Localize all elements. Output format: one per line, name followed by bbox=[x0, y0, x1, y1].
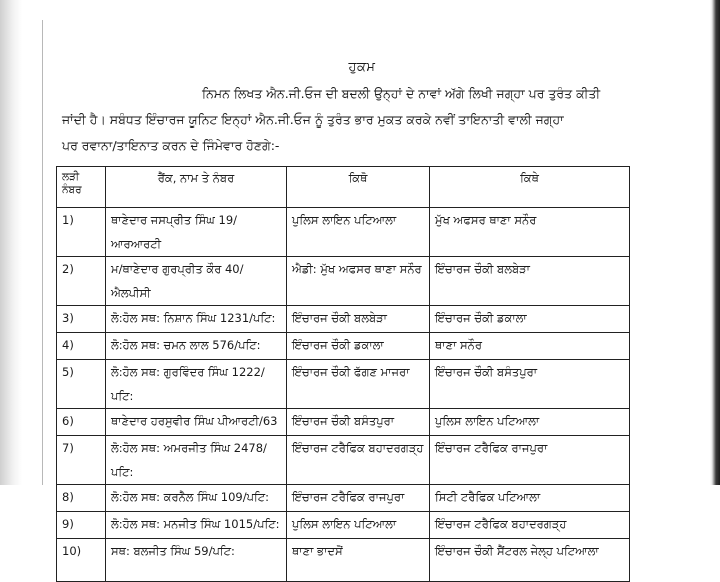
from-location: ਐਡੀ: ਮੁੱਖ ਅਫਸਰ ਥਾਣਾ ਸਨੌਰ bbox=[287, 257, 430, 306]
header-rank-name-number: ਰੈਂਕ, ਨਾਮ ਤੇ ਨੰਬਰ bbox=[106, 167, 287, 208]
rank-name-number: ਲੋ:ਹੋਲ ਸਥ: ਮਨਜੀਤ ਸਿੰਘ 1015/ਪਟਿ: bbox=[106, 512, 287, 539]
paragraph-line-1: ਨਿਮਨ ਲਿਖਤ ਐਨ.ਜੀ.ਓਜ ਦੀ ਬਦਲੀ ਉਨ੍ਹਾਂ ਦੇ ਨਾਵਾਂ ਅੱਗੇ ਲਿਖੀ ਜਗ੍ਹਾ ਪਰ ਤੁਰੰਤ ਕੀਤੀ bbox=[202, 86, 601, 101]
serial-number: 7) bbox=[57, 436, 106, 485]
to-location: ਇੰਚਾਰਜ ਚੌਕੀ ਬਸੰਤਪੁਰਾ bbox=[430, 360, 630, 409]
table-row bbox=[57, 257, 630, 306]
to-location: ਇੰਚਾਰਜ ਟਰੈਫਿਕ ਬਹਾਦਰਗੜ੍ਹ bbox=[430, 512, 630, 539]
to-location: ਮੁੱਖ ਅਫਸਰ ਥਾਣਾ ਸਨੌਰ bbox=[430, 208, 630, 257]
paragraph-line-3: ਪਰ ਰਵਾਨਾ/ਤਾਇਨਾਤ ਕਰਨ ਦੇ ਜਿੰਮੇਵਾਰ ਹੋਣਗੇ:- bbox=[62, 138, 280, 153]
order-heading: ਹੁਕਮ bbox=[348, 60, 376, 75]
header-to: ਕਿਥੇ bbox=[430, 167, 630, 208]
table-row bbox=[57, 485, 630, 512]
serial-number: 2) bbox=[57, 257, 106, 306]
from-location: ਇੰਚਾਰਜ ਚੌਕੀ ਬਲਬੇੜਾ bbox=[287, 306, 430, 333]
serial-number: 6) bbox=[57, 409, 106, 436]
serial-number: 10) bbox=[57, 539, 106, 582]
serial-number: 4) bbox=[57, 333, 106, 360]
from-location: ਇੰਚਾਰਜ ਚੌਕੀ ਬਸੰਤਪੁਰਾ bbox=[287, 409, 430, 436]
to-location: ਇੰਚਾਰਜ ਚੌਕੀ ਡਕਾਲਾ bbox=[430, 306, 630, 333]
to-location: ਥਾਣਾ ਸਨੌਰ bbox=[430, 333, 630, 360]
to-location: ਇੰਚਾਰਜ ਟਰੈਫਿਕ ਰਾਜਪੁਰਾ bbox=[430, 436, 630, 485]
from-location: ਇੰਚਾਰਜ ਟਰੈਫਿਕ ਬਹਾਦਰਗੜ੍ਹ bbox=[287, 436, 430, 485]
paragraph-line-2: ਜਾਂਦੀ ਹੈ। ਸਬੰਧਤ ਇੰਚਾਰਜ ਯੂਨਿਟ ਇਨ੍ਹਾਂ ਐਨ.ਜੀ.ਓਜ ਨੂੰ ਤੁਰੰਤ ਭਾਰ ਮੁਕਤ ਕਰਕੇ ਨਵੀਂ ਤਾਇਨਾਤੀ ਵਾਲੀ ਜਗ੍ਹਾ bbox=[62, 112, 564, 127]
from-location: ਥਾਣਾ ਭਾਦਸੋਂ bbox=[287, 539, 430, 582]
from-location: ਪੁਲਿਸ ਲਾਇਨ ਪਟਿਆਲਾ bbox=[287, 512, 430, 539]
transfer-table bbox=[56, 166, 630, 582]
rank-name-number: ਸਥ: ਬਲਜੀਤ ਸਿੰਘ 59/ਪਟਿ: bbox=[106, 539, 287, 582]
header-serial-number: ਲੜੀ ਨੰਬਰ bbox=[57, 167, 106, 208]
scan-shadow-right bbox=[710, 0, 720, 485]
rank-name-number: ਲੋ:ਹੋਲ ਸਥ: ਅਮਰਜੀਤ ਸਿੰਘ 2478/ਪਟਿ: bbox=[106, 436, 287, 485]
rank-name-number: ਲੋ:ਹੋਲ ਸਥ: ਨਿਸ਼ਾਨ ਸਿੰਘ 1231/ਪਟਿ: bbox=[106, 306, 287, 333]
from-location: ਇੰਚਾਰਜ ਚੌਕੀ ਫੱਗਣ ਮਾਜਰਾ bbox=[287, 360, 430, 409]
serial-number: 9) bbox=[57, 512, 106, 539]
rank-name-number: ਥਾਣੇਦਾਰ ਜਸਪ੍ਰੀਤ ਸਿੰਘ 19/ਆਰਆਰਟੀ bbox=[106, 208, 287, 257]
to-location: ਪੁਲਿਸ ਲਾਇਨ ਪਟਿਆਲਾ bbox=[430, 409, 630, 436]
rank-name-number: ਥਾਣੇਦਾਰ ਹਰਸੁਵੀਰ ਸਿੰਘ ਪੀਆਰਟੀ/63 bbox=[106, 409, 287, 436]
table-row bbox=[57, 306, 630, 333]
serial-number: 3) bbox=[57, 306, 106, 333]
serial-number: 8) bbox=[57, 485, 106, 512]
from-location: ਇੰਚਾਰਜ ਚੌਕੀ ਡਕਾਲਾ bbox=[287, 333, 430, 360]
from-location: ਪੁਲਿਸ ਲਾਇਨ ਪਟਿਆਲਾ bbox=[287, 208, 430, 257]
rank-name-number: ਲੋ:ਹੋਲ ਸਥ: ਗੁਰਵਿੰਦਰ ਸਿੰਘ 1222/ਪਟਿ: bbox=[106, 360, 287, 409]
rank-name-number: ਲੋ:ਹੋਲ ਸਥ: ਕਰਨੈਲ ਸਿੰਘ 109/ਪਟਿ: bbox=[106, 485, 287, 512]
table-header-row bbox=[57, 167, 630, 208]
order-document bbox=[62, 60, 662, 159]
table-row bbox=[57, 436, 630, 485]
paper-edge bbox=[42, 20, 43, 485]
rank-name-number: ਲੋ:ਹੋਲ ਸਥ: ਚਮਨ ਲਾਲ 576/ਪਟਿ: bbox=[106, 333, 287, 360]
table-row bbox=[57, 539, 630, 582]
table-row bbox=[57, 409, 630, 436]
serial-number: 5) bbox=[57, 360, 106, 409]
rank-name-number: ਮ/ਥਾਣੇਦਾਰ ਗੁਰਪ੍ਰੀਤ ਕੌਰ 40/ਐਲਪੀਸੀ bbox=[106, 257, 287, 306]
header-from: ਕਿਥੋ bbox=[287, 167, 430, 208]
scan-shadow-left bbox=[0, 0, 22, 485]
table-row bbox=[57, 512, 630, 539]
serial-number: 1) bbox=[57, 208, 106, 257]
to-location: ਸਿਟੀ ਟਰੈਫਿਕ ਪਟਿਆਲਾ bbox=[430, 485, 630, 512]
from-location: ਇੰਚਾਰਜ ਟਰੈਫਿਕ ਰਾਜਪੁਰਾ bbox=[287, 485, 430, 512]
to-location: ਇੰਚਾਰਜ ਚੌਕੀ ਸੈਂਟਰਲ ਜੇਲ੍ਹ ਪਟਿਆਲਾ bbox=[430, 539, 630, 582]
table-row bbox=[57, 208, 630, 257]
order-paragraph bbox=[62, 81, 662, 159]
to-location: ਇੰਚਾਰਜ ਚੌਕੀ ਬਲਬੇੜਾ bbox=[430, 257, 630, 306]
table-row bbox=[57, 333, 630, 360]
table-row bbox=[57, 360, 630, 409]
